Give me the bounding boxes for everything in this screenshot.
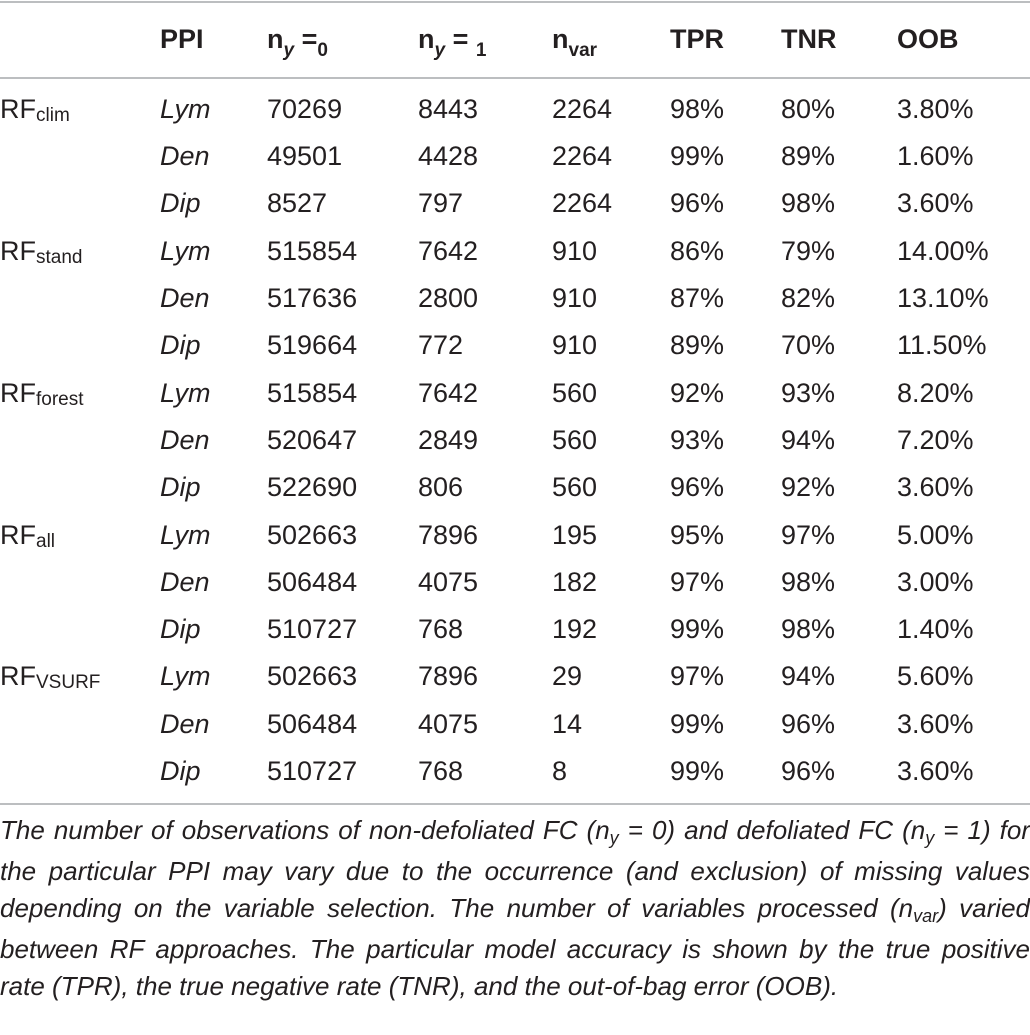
- cell-ny0: 517636: [267, 283, 358, 314]
- table-row: [0, 275, 1030, 322]
- table-row: [0, 369, 1030, 416]
- cell-ppi: Dip: [160, 188, 201, 219]
- table-body: [0, 78, 1030, 795]
- cell-ppi: Lym: [160, 519, 211, 550]
- cell-tnr: 98%: [781, 566, 836, 597]
- cell-ny0: 515854: [267, 377, 358, 408]
- cell-ppi: Dip: [160, 472, 201, 503]
- cell-oob: 3.60%: [897, 708, 974, 739]
- cell-ny1: 8443: [418, 94, 479, 124]
- cell-tnr: 97%: [781, 519, 836, 550]
- cell-ny0: 522690: [267, 472, 358, 503]
- cell-oob: 3.80%: [897, 94, 974, 124]
- table-footnote: The number of observations of non-defoliated FC (ny = 0) and defoliated FC (ny = 1) for the particular PPI may vary due to the occurrence (and exclusion) of missing values depending on the variable selection. The number of variables processed (nvar) varied between RF approaches. The particular model accuracy is shown by the true positive rate (TPR), the true negative rate (TNR), and the out-of-bag error (OOB).: [0, 815, 1030, 1001]
- cell-nvar: 182: [552, 566, 598, 597]
- header-nvar: $n_{var}$: [552, 23, 598, 61]
- model-name: [0, 748, 160, 795]
- cell-ppi: Lym: [160, 661, 211, 692]
- cell-oob: 8.20%: [897, 377, 974, 408]
- cell-nvar: 29: [552, 661, 583, 692]
- table-header-row: [0, 0, 1030, 78]
- cell-ny0: 515854: [267, 235, 358, 266]
- table-row: [0, 464, 1030, 511]
- cell-nvar: 910: [552, 330, 598, 361]
- cell-tnr: 96%: [781, 708, 836, 739]
- cell-tpr: 99%: [670, 708, 725, 739]
- model-name: [0, 606, 160, 653]
- cell-ny0: 510727: [267, 756, 358, 786]
- cell-tpr: 92%: [670, 377, 725, 408]
- cell-tpr: 89%: [670, 330, 725, 361]
- model-name: [0, 275, 160, 322]
- table-row: [0, 511, 1030, 558]
- cell-ny0: 510727: [267, 614, 358, 645]
- cell-nvar: 2264: [552, 141, 613, 172]
- cell-ny1: 768: [418, 614, 464, 645]
- cell-ppi: Den: [160, 566, 210, 597]
- model-name: [0, 511, 160, 558]
- model-name: [0, 653, 160, 700]
- model-name: [0, 180, 160, 227]
- cell-nvar: 8: [552, 756, 568, 786]
- model-name-sub: VSURF: [36, 672, 101, 694]
- cell-nvar: 560: [552, 472, 598, 503]
- table-bottom-rule: [0, 803, 1030, 805]
- cell-ppi: Dip: [160, 756, 201, 786]
- table-row: [0, 701, 1030, 748]
- model-name: [0, 78, 160, 133]
- model-name-sub: stand: [36, 246, 83, 268]
- cell-oob: 7.20%: [897, 424, 974, 455]
- cell-tnr: 93%: [781, 377, 836, 408]
- cell-tnr: 96%: [781, 756, 836, 786]
- table-row: [0, 748, 1030, 795]
- header-ny1: $n_y = _1$: [418, 23, 487, 61]
- cell-ny1: 7896: [418, 519, 479, 550]
- cell-ny1: 768: [418, 756, 464, 786]
- header-tpr: TPR: [670, 23, 724, 54]
- table-row: [0, 78, 1030, 133]
- model-name: [0, 369, 160, 416]
- model-name: [0, 322, 160, 369]
- cell-tnr: 92%: [781, 472, 836, 503]
- cell-ppi: Lym: [160, 235, 211, 266]
- cell-ny1: 797: [418, 188, 464, 219]
- cell-tpr: 99%: [670, 614, 725, 645]
- cell-tnr: 70%: [781, 330, 836, 361]
- cell-ppi: Den: [160, 141, 210, 172]
- cell-tnr: 98%: [781, 614, 836, 645]
- cell-ppi: Dip: [160, 614, 201, 645]
- cell-ppi: Lym: [160, 377, 211, 408]
- cell-ny0: 8527: [267, 188, 328, 219]
- cell-ppi: Den: [160, 708, 210, 739]
- cell-nvar: 195: [552, 519, 598, 550]
- cell-tpr: 96%: [670, 472, 725, 503]
- cell-oob: 5.60%: [897, 661, 974, 692]
- cell-ny1: 7896: [418, 661, 479, 692]
- cell-nvar: 910: [552, 235, 598, 266]
- cell-tpr: 99%: [670, 756, 725, 786]
- cell-tpr: 97%: [670, 661, 725, 692]
- cell-tpr: 99%: [670, 141, 725, 172]
- header-ppi: PPI: [160, 23, 204, 54]
- cell-oob: 14.00%: [897, 235, 989, 266]
- cell-ny1: 4428: [418, 141, 479, 172]
- cell-ny1: 4075: [418, 566, 479, 597]
- cell-nvar: 560: [552, 424, 598, 455]
- table-row: [0, 653, 1030, 700]
- cell-tpr: 93%: [670, 424, 725, 455]
- cell-ny0: 506484: [267, 708, 358, 739]
- table-row: [0, 322, 1030, 369]
- model-name-main: RF: [0, 235, 36, 266]
- model-name-sub: all: [36, 530, 56, 552]
- cell-ny1: 772: [418, 330, 464, 361]
- cell-tpr: 96%: [670, 188, 725, 219]
- cell-ny0: 70269: [267, 94, 343, 124]
- cell-ppi: Lym: [160, 94, 211, 124]
- header-ny0: $n_y =_0$: [267, 23, 328, 61]
- model-name: [0, 701, 160, 748]
- model-name: [0, 228, 160, 275]
- cell-nvar: 192: [552, 614, 598, 645]
- cell-oob: 11.50%: [897, 330, 987, 361]
- cell-oob: 1.40%: [897, 614, 974, 645]
- cell-oob: 13.10%: [897, 283, 989, 314]
- cell-oob: 1.60%: [897, 141, 974, 172]
- cell-ny0: 519664: [267, 330, 358, 361]
- cell-nvar: 14: [552, 708, 583, 739]
- cell-tnr: 80%: [781, 94, 836, 124]
- cell-ny0: 506484: [267, 566, 358, 597]
- cell-tpr: 98%: [670, 94, 725, 124]
- table-row: [0, 133, 1030, 180]
- table-row: [0, 228, 1030, 275]
- cell-ny1: 806: [418, 472, 464, 503]
- model-name: [0, 559, 160, 606]
- cell-oob: 3.60%: [897, 756, 974, 786]
- header-tnr: TNR: [781, 23, 837, 54]
- model-name-main: RF: [0, 94, 36, 124]
- cell-ny1: 2849: [418, 424, 479, 455]
- model-name: [0, 133, 160, 180]
- cell-oob: 3.60%: [897, 472, 974, 503]
- model-name: [0, 417, 160, 464]
- cell-nvar: 910: [552, 283, 598, 314]
- cell-tpr: 97%: [670, 566, 725, 597]
- cell-ny0: 502663: [267, 661, 358, 692]
- cell-ppi: Den: [160, 424, 210, 455]
- table-row: [0, 559, 1030, 606]
- model-name-main: RF: [0, 661, 36, 692]
- cell-oob: 3.60%: [897, 188, 974, 219]
- cell-oob: 3.00%: [897, 566, 974, 597]
- cell-ny0: 520647: [267, 424, 358, 455]
- cell-tnr: 79%: [781, 235, 836, 266]
- cell-tnr: 98%: [781, 188, 836, 219]
- cell-tpr: 87%: [670, 283, 725, 314]
- cell-ppi: Dip: [160, 330, 201, 361]
- model-name-sub: forest: [36, 388, 84, 410]
- model-name: [0, 464, 160, 511]
- model-name-main: RF: [0, 519, 36, 550]
- cell-ppi: Den: [160, 283, 210, 314]
- table-row: [0, 180, 1030, 227]
- cell-ny1: 4075: [418, 708, 479, 739]
- table-row: [0, 417, 1030, 464]
- cell-ny1: 7642: [418, 377, 479, 408]
- model-name-sub: clim: [36, 105, 70, 126]
- cell-ny0: 502663: [267, 519, 358, 550]
- table-row: [0, 606, 1030, 653]
- model-name-main: RF: [0, 377, 36, 408]
- cell-tnr: 94%: [781, 424, 836, 455]
- cell-ny1: 7642: [418, 235, 479, 266]
- cell-nvar: 2264: [552, 94, 613, 124]
- cell-tnr: 89%: [781, 141, 836, 172]
- cell-oob: 5.00%: [897, 519, 974, 550]
- header-model: [0, 0, 160, 78]
- header-oob: OOB: [897, 23, 959, 54]
- cell-tnr: 94%: [781, 661, 836, 692]
- cell-nvar: 560: [552, 377, 598, 408]
- cell-nvar: 2264: [552, 188, 613, 219]
- cell-tpr: 86%: [670, 235, 725, 266]
- cell-tpr: 95%: [670, 519, 725, 550]
- cell-tnr: 82%: [781, 283, 836, 314]
- cell-ny1: 2800: [418, 283, 479, 314]
- cell-ny0: 49501: [267, 141, 343, 172]
